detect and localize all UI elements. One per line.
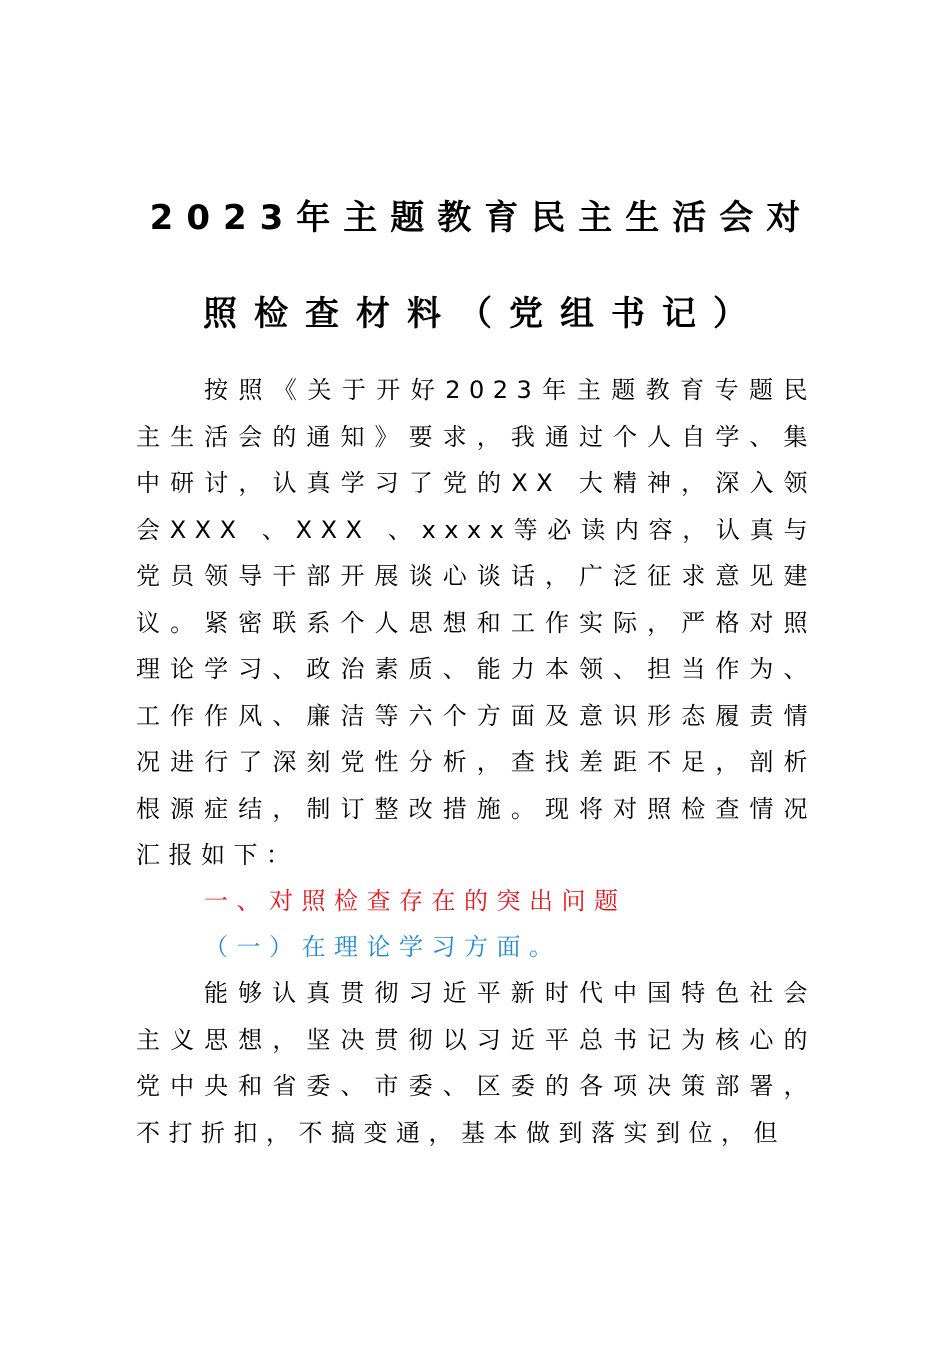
document-title-line-1: 2023年主题教育民主生活会对 xyxy=(149,198,814,238)
body-paragraph: 能够认真贯彻习近平新时代中国特色社会主义思想，坚决贯彻以习近平总书记为核心的党中央和省委、市委、区委的各项决策部署，不打折扣，不搞变通，基本做到落实到位，但 xyxy=(136,979,816,1147)
intro-paragraph: 按照《关于开好2023年主题教育专题民主生活会的通知》要求，我通过个人自学、集中研讨，认真学习了党的XX 大精神，深入领会XXX 、XXX 、xxxx等必读内容，认真与党员领导干部开展谈心谈话，广泛征求意见建议。紧密联系个人思想和工作实际，严格对照理论学习、政治素质、能力本领、担当作为、工作作风、廉洁等六个方面及意识形态履责情况进行了深刻党性分析，查找差距不足，剖析根源症结，制订整改措施。现将对照检查情况汇报如下： xyxy=(136,376,816,869)
document-title-line-2: 照检查材料（党组书记） xyxy=(203,294,764,334)
subsection-heading: （一）在理论学习方面。 xyxy=(204,933,562,961)
section-heading: 一、对照检查存在的突出问题 xyxy=(204,887,627,915)
